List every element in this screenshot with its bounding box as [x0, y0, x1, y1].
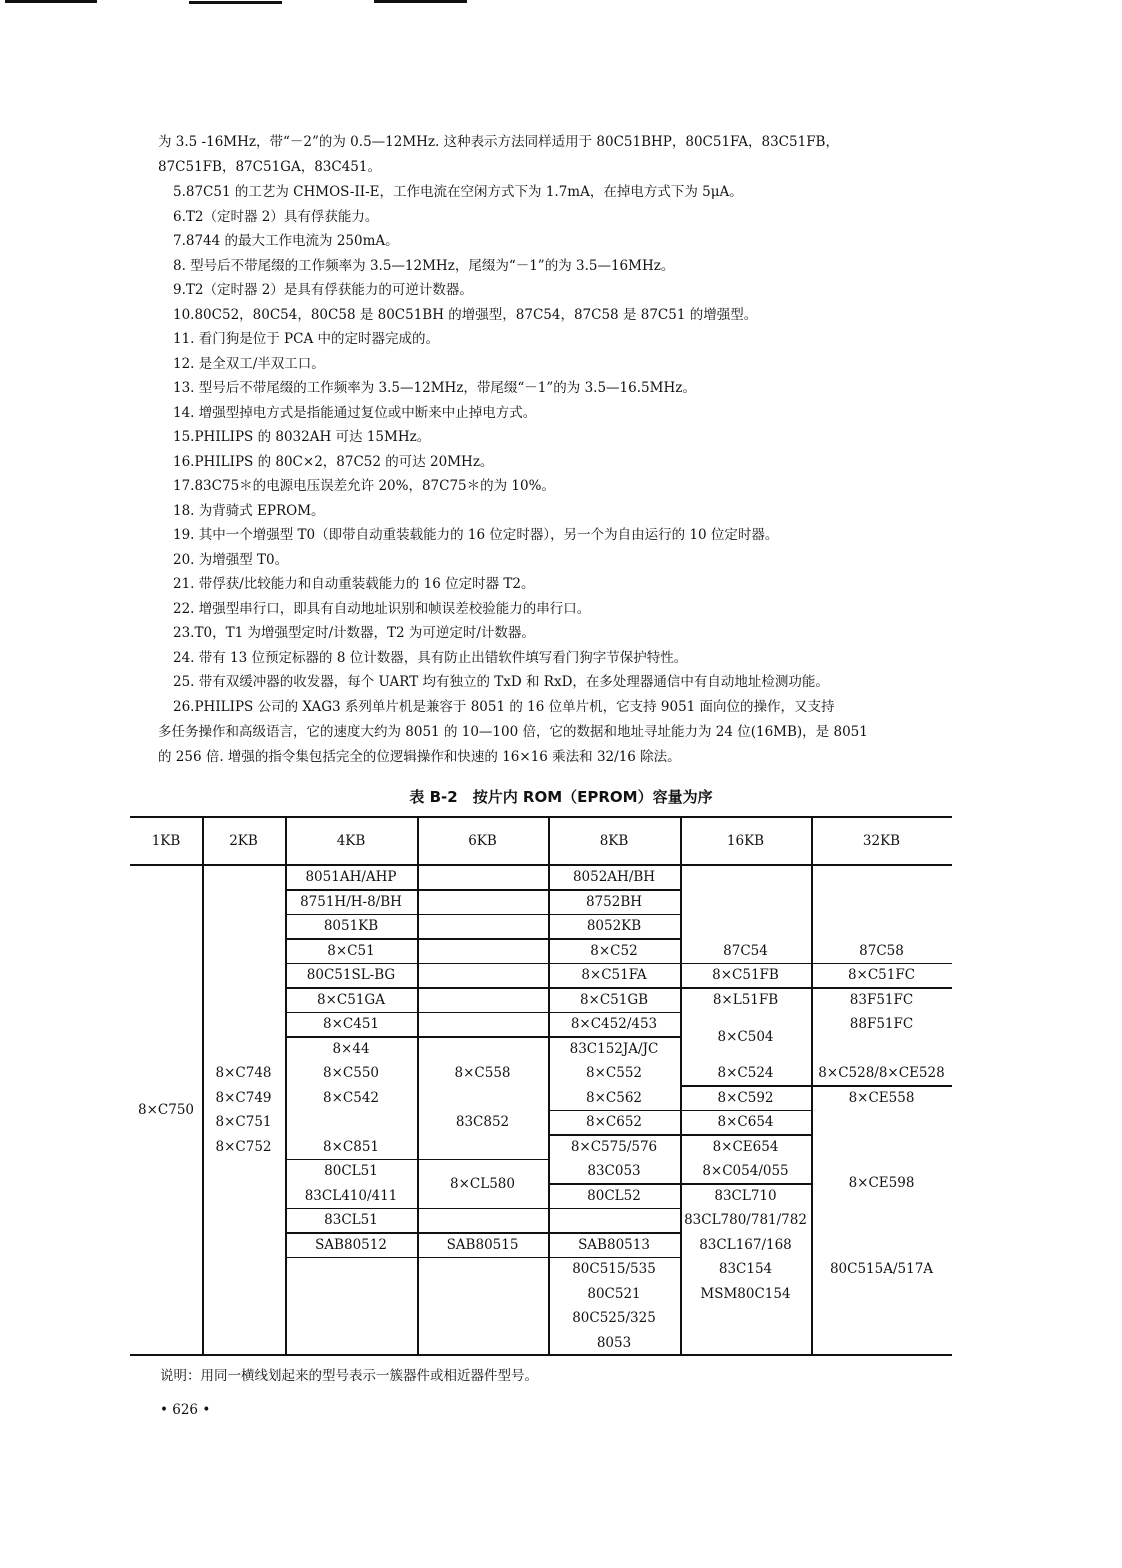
note-item: 12. 是全双工/半双工口。 [173, 355, 325, 372]
row-rule [285, 1232, 548, 1234]
part-number: 8×C751 [215, 1114, 272, 1130]
cell-4kb: 8×C51 [327, 942, 375, 959]
cell-16kb: 8×C524 [717, 1065, 774, 1082]
row-rule [285, 1208, 548, 1210]
part-number: 8×CE654 [712, 1138, 779, 1155]
part-number: 83C154 [718, 1261, 773, 1277]
row-rule [548, 1257, 680, 1259]
cell-16kb-group [680, 1135, 811, 1184]
cell-4kb: 8×C451 [323, 1016, 379, 1033]
row-rule [548, 1183, 680, 1185]
row-rule [285, 889, 548, 891]
part-number: 8×C748 [215, 1065, 272, 1081]
cell-4kb: 8051KB [323, 918, 379, 935]
cell-16kb: 8×C592 [717, 1089, 774, 1106]
row-rule [285, 914, 548, 916]
part-number: 8×C851 [323, 1138, 379, 1155]
header-4kb: 4KB [336, 832, 366, 849]
page-number: • 626 • [160, 1402, 211, 1418]
part-number: 8×C749 [215, 1089, 272, 1106]
header-8kb: 8KB [599, 832, 629, 849]
note-item: 20. 为增强型 T0。 [173, 551, 289, 568]
cell-4kb-group [285, 1037, 417, 1160]
cell-8kb: 8×C52 [590, 942, 638, 959]
note-item: 11. 看门狗是位于 PCA 中的定时器完成的。 [173, 331, 440, 347]
table-top-rule [130, 816, 952, 818]
cell-4kb: 83CL51 [324, 1212, 378, 1229]
cell-32kb: 8×C51FC [847, 967, 916, 984]
note-item: 13. 型号后不带尾缀的工作频率为 3.5—12MHz，带尾缀“－1”的为 3.5—16.5MHz。 [173, 380, 696, 396]
note-item: 24. 带有 13 位预定标器的 8 位计数器，具有防止出错软件填写看门狗字节保护特性。 [173, 649, 688, 666]
header-2kb: 2KB [229, 832, 258, 849]
cell-32kb: 8×CE598 [848, 1175, 915, 1192]
note-item: 10.80C52，80C54，80C58 是 80C51BH 的增强型，87C54，87C58 是 87C51 的增强型。 [173, 306, 758, 323]
part-number: 83CL167/168 [699, 1236, 792, 1253]
row-rule [548, 963, 680, 965]
table-caption: 表 B-2 按片内 ROM（EPROM）容量为序 [409, 788, 713, 806]
cell-6kb: 8×C558 [454, 1065, 511, 1082]
note-item: 26.PHILIPS 公司的 XAG3 系列单片机是兼容于 8051 的 16 位单片机，它支持 9051 面向位的操作，又支持 [173, 698, 835, 715]
cell-16kb: 8×L51FB [712, 991, 779, 1008]
cell-6kb: 83C852 [455, 1114, 510, 1131]
cell-6kb: 8×CL580 [450, 1175, 515, 1192]
row-rule [548, 1134, 680, 1136]
cell-32kb: 80C515A/517A [829, 1261, 934, 1278]
cell-4kb: SAB80512 [315, 1236, 387, 1253]
row-rule [285, 1159, 548, 1161]
row-rule [548, 1208, 680, 1210]
part-number: 8×C528/8×CE528 [818, 1065, 945, 1081]
row-rule [285, 987, 548, 989]
note-26-continuation: 的 256 倍. 增强的指令集包括完全的位逻辑操作和快速的 16×16 乘法和 32/16 除法。 [158, 749, 681, 765]
row-rule [548, 914, 680, 916]
part-number: 8×C552 [586, 1065, 642, 1081]
part-number: 80C515/535 [572, 1261, 656, 1277]
cell-2kb [202, 1061, 285, 1159]
row-rule [285, 1257, 548, 1259]
row-rule [285, 938, 548, 940]
cell-8kb-group [548, 1257, 680, 1355]
part-number: 8×44 [332, 1040, 370, 1057]
row-rule [548, 938, 680, 940]
row-rule [680, 1110, 811, 1112]
cell-4kb: 80C51SL-BG [306, 967, 396, 984]
row-rule [680, 1183, 811, 1185]
header-rule [189, 1, 282, 4]
note-item: 16.PHILIPS 的 80C×2，87C52 的可达 20MHz。 [173, 453, 494, 470]
row-rule [285, 963, 548, 965]
note-item: 7.8744 的最大工作电流为 250mA。 [173, 233, 399, 249]
header-rule [5, 0, 97, 3]
row-rule [680, 1134, 811, 1136]
part-number: 80C525/325 [572, 1310, 656, 1326]
header-6kb: 6KB [468, 832, 497, 849]
row-rule [548, 1232, 680, 1234]
header-16kb: 16KB [726, 832, 765, 849]
cell-16kb-group [680, 1184, 811, 1356]
row-rule [548, 889, 680, 891]
cell-8kb: 8×C51GB [579, 991, 649, 1008]
part-number: 80C521 [587, 1285, 641, 1302]
cell-8kb: 8752BH [585, 893, 643, 910]
note-item: 17.83C75＊的电源电压误差允许 20%，87C75＊的为 10%。 [173, 478, 555, 494]
cell-8kb: 80CL52 [587, 1187, 641, 1204]
note-item: 14. 增强型掉电方式是指能通过复位或中断来中止掉电方式。 [173, 404, 537, 421]
row-rule [548, 1012, 680, 1014]
cell-32kb: 87C58 [859, 942, 904, 959]
cell-16kb: 8×C504 [717, 1028, 774, 1045]
cell-16kb: 8×C51FB [712, 967, 779, 984]
cell-8kb: 8052KB [586, 918, 642, 935]
note-item: 9.T2（定时器 2）是具有俘获能力的可逆计数器。 [173, 282, 473, 298]
note-continuation: 87C51FB，87C51GA，83C451。 [158, 159, 381, 175]
row-rule [548, 1036, 680, 1038]
cell-8kb: 8×C452/453 [570, 1016, 658, 1033]
cell-8kb: 8052AH/BH [572, 869, 656, 886]
rom-capacity-table [130, 816, 952, 1356]
row-rule [680, 987, 952, 989]
header-32kb: 32KB [862, 832, 901, 849]
table-header-rule [130, 864, 952, 866]
cell-8kb: 8×C652 [586, 1114, 642, 1131]
part-number: 8×C542 [323, 1089, 379, 1106]
note-item: 25. 带有双缓冲器的收发器，每个 UART 均有独立的 TxD 和 RxD，在多处理器通信中有自动地址检测功能。 [173, 674, 829, 690]
cell-4kb: 8751H/H-8/BH [300, 893, 402, 910]
note-continuation: 为 3.5 -16MHz，带“－2”的为 0.5—12MHz. 这种表示方法同样适用于 80C51BHP，80C51FA，83C51FB， [158, 134, 839, 150]
cell-8kb-group [548, 1135, 680, 1184]
part-number: 83CL710 [714, 1187, 777, 1204]
part-number: 88F51FC [849, 1016, 914, 1032]
cell-4kb-group [285, 1159, 417, 1208]
note-item: 19. 其中一个增强型 T0（即带自动重装载能力的 16 位定时器），另一个为自由运行的 10 位定时器。 [173, 527, 779, 543]
row-rule [680, 963, 952, 965]
part-number: MSM80C154 [700, 1285, 791, 1302]
column-divider [202, 816, 204, 1356]
header-rule [374, 0, 467, 3]
row-rule [548, 1110, 680, 1112]
cell-4kb: 8×C51GA [317, 991, 385, 1008]
note-item: 5.87C51 的工艺为 CHMOS-II-E，工作电流在空闲方式下为 1.7mA，在掉电方式下为 5μA。 [173, 184, 743, 200]
header-1kb: 1KB [151, 832, 181, 849]
row-rule [548, 987, 680, 989]
row-rule [285, 1012, 548, 1014]
column-divider [285, 816, 287, 1356]
cell-16kb: 8×C654 [717, 1114, 774, 1131]
note-item: 18. 为背骑式 EPROM。 [173, 502, 325, 519]
cell-8kb-group [548, 1037, 680, 1111]
cell-8kb: SAB80513 [578, 1236, 650, 1253]
part-number: 8×C054/055 [702, 1163, 789, 1179]
note-item: 23.T0，T1 为增强型定时/计数器，T2 为可逆定时/计数器。 [173, 625, 535, 641]
part-number: 83F51FC [849, 991, 914, 1008]
table-bottom-rule [130, 1354, 952, 1356]
part-number: 83CL410/411 [304, 1187, 398, 1204]
part-number: 8×C752 [215, 1138, 272, 1155]
part-number: 8×C550 [323, 1065, 379, 1081]
part-number: 8053 [596, 1334, 632, 1351]
part-number: 83C152JA/JC [569, 1040, 659, 1057]
cell-6kb: SAB80515 [446, 1236, 519, 1253]
note-item: 21. 带俘获/比较能力和自动重装载能力的 16 位定时器 T2。 [173, 576, 535, 592]
note-item: 6.T2（定时器 2）具有俘获能力。 [173, 208, 379, 225]
cell-32kb: 8×CE558 [848, 1089, 915, 1106]
column-divider [548, 816, 550, 1356]
row-rule [680, 1085, 952, 1087]
note-item: 8. 型号后不带尾缀的工作频率为 3.5—12MHz，尾缀为“－1”的为 3.5—16MHz。 [173, 257, 675, 274]
part-number: 80CL51 [324, 1163, 378, 1179]
table-footnote: 说明：用同一横线划起来的型号表示一簇器件或相近器件型号。 [160, 1368, 538, 1384]
cell-1kb: 8×C750 [138, 1102, 194, 1118]
note-26-continuation: 多任务操作和高级语言，它的速度大约为 8051 的 10—100 倍，它的数据和地址寻址能力为 24 位(16MB)，是 8051 [158, 724, 868, 740]
cell-4kb: 8051AH/AHP [305, 869, 397, 886]
note-item: 22. 增强型串行口，即具有自动地址识别和帧误差校验能力的串行口。 [173, 600, 591, 617]
column-divider [417, 816, 419, 1356]
part-number: 83CL780/781/782 [684, 1212, 807, 1228]
cell-8kb: 8×C51FA [581, 967, 647, 984]
part-number: 8×C575/576 [570, 1138, 658, 1155]
cell-16kb: 87C54 [723, 942, 768, 959]
part-number: 8×C562 [586, 1089, 642, 1106]
row-rule [285, 1036, 548, 1038]
note-item: 15.PHILIPS 的 8032AH 可达 15MHz。 [173, 429, 431, 445]
cell-32kb-group [811, 988, 952, 1086]
part-number: 83C053 [587, 1163, 641, 1179]
